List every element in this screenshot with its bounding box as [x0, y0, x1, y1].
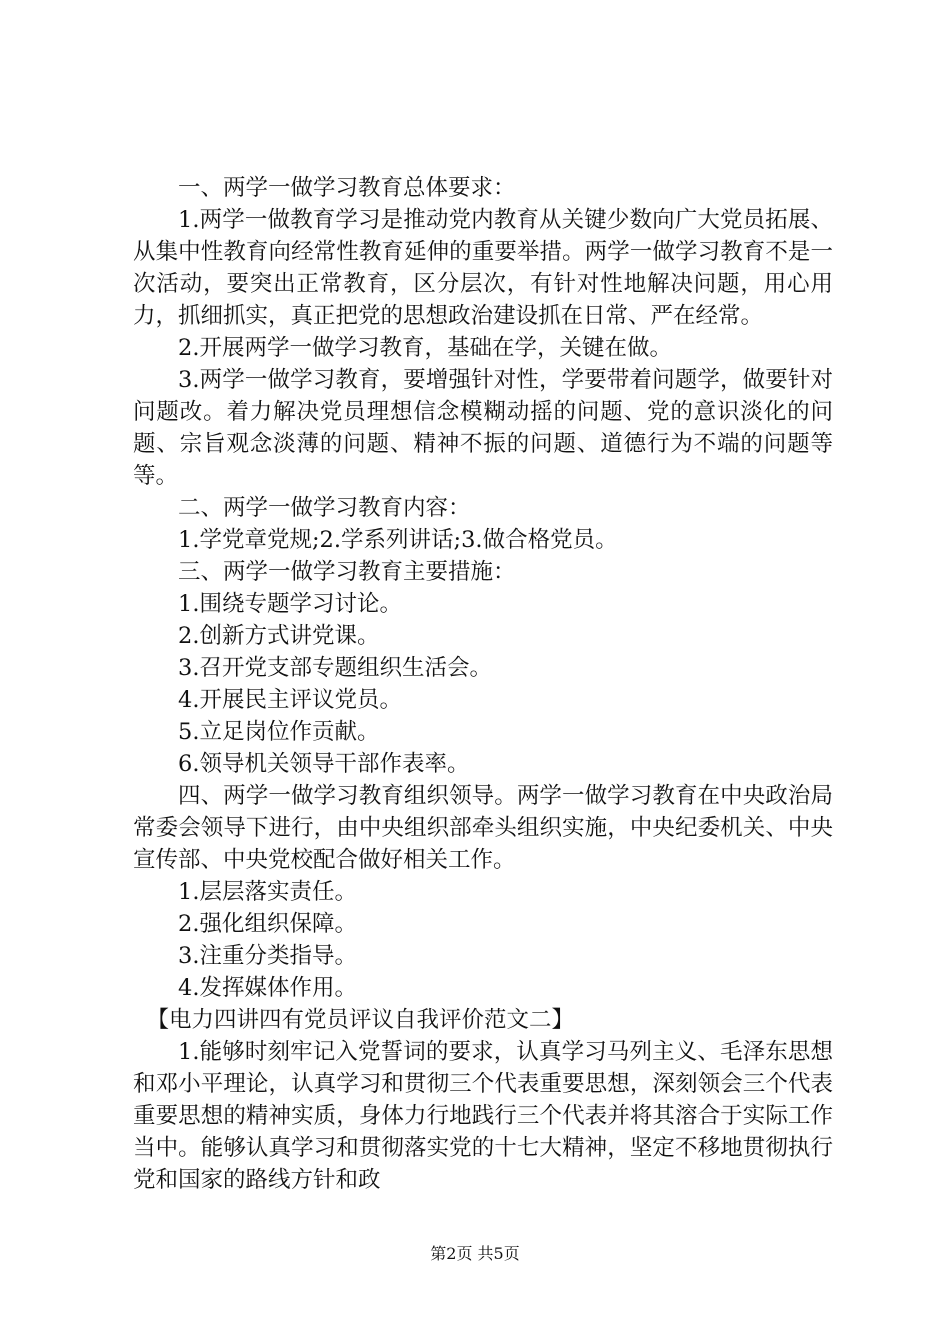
document-body	[133, 172, 833, 1196]
list-item: 5.立足岗位作贡献。	[178, 719, 380, 745]
list-item: 1.层层落实责任。	[178, 879, 357, 905]
list-item: 6.领导机关领导干部作表率。	[178, 751, 470, 777]
paragraph: 1.学党章党规;2.学系列讲话;3.做合格党员。	[178, 527, 618, 553]
paragraph: 3.两学一做学习教育，要增强针对性，学要带着问题学，做要针对问题改。着力解决党员理想信念模糊动摇的问题、党的意识淡化的问题、宗旨观念淡薄的问题、精神不振的问题、道德行为不端的问题等等。	[133, 367, 833, 489]
list-item: 1.围绕专题学习讨论。	[178, 591, 402, 617]
section-heading-1: 一、两学一做学习教育总体要求：	[178, 175, 516, 201]
paragraph: 1.两学一做教育学习是推动党内教育从关键少数向广大党员拓展、从集中性教育向经常性教育延伸的重要举措。两学一做学习教育不是一次活动，要突出正常教育，区分层次，有针对性地解决问题，用心用力，抓细抓实，真正把党的思想政治建设抓在日常、严在经常。	[133, 207, 833, 329]
paragraph: 2.开展两学一做学习教育，基础在学，关键在做。	[178, 335, 672, 361]
page-number-footer: 第2页 共5页	[430, 1244, 520, 1263]
list-item: 4.发挥媒体作用。	[178, 975, 357, 1001]
list-item: 2.强化组织保障。	[178, 911, 357, 937]
list-item: 2.创新方式讲党课。	[178, 623, 380, 649]
section-heading-4: 四、两学一做学习教育组织领导。两学一做学习教育在中央政治局常委会领导下进行，由中央组织部牵头组织实施，中央纪委机关、中央宣传部、中央党校配合做好相关工作。	[133, 783, 833, 873]
section-heading-3: 三、两学一做学习教育主要措施：	[178, 559, 516, 585]
paragraph: 1.能够时刻牢记入党誓词的要求，认真学习马列主义、毛泽东思想和邓小平理论，认真学习和贯彻三个代表重要思想，深刻领会三个代表重要思想的精神实质，身体力行地践行三个代表并将其溶合于实际工作当中。能够认真学习和贯彻落实党的十七大精神，坚定不移地贯彻执行党和国家的路线方针和政	[133, 1039, 833, 1193]
section-heading-2: 二、两学一做学习教育内容：	[178, 495, 471, 521]
list-item: 3.注重分类指导。	[178, 943, 357, 969]
list-item: 3.召开党支部专题组织生活会。	[178, 655, 492, 681]
list-item: 4.开展民主评议党员。	[178, 687, 402, 713]
subtitle-heading: 【电力四讲四有党员评议自我评价范文二】	[146, 1007, 575, 1033]
